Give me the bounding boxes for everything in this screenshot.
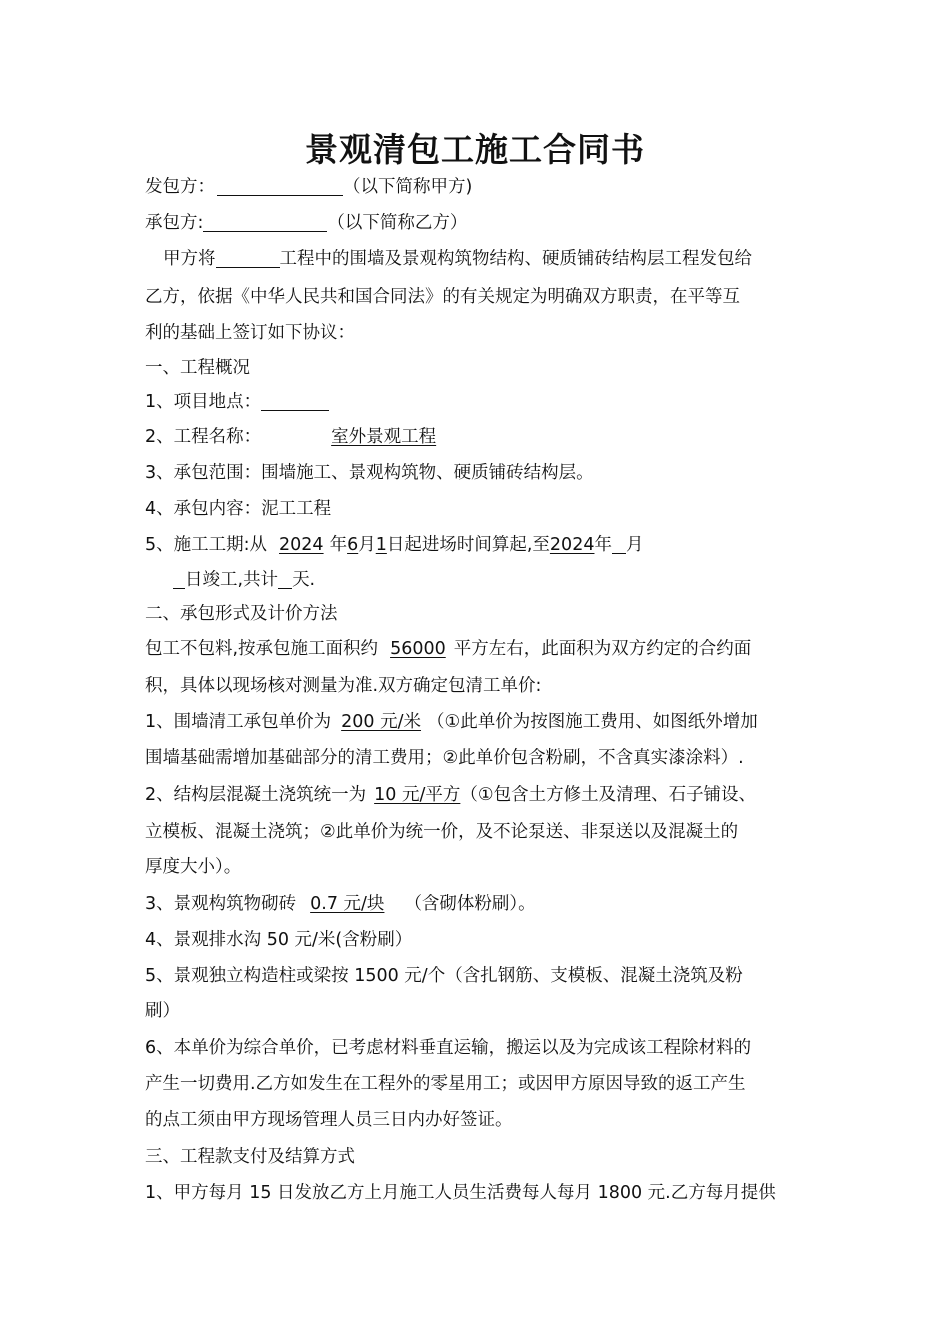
project-location-line: [145, 389, 329, 415]
end-year: 2024: [549, 535, 595, 555]
concrete-unit-price: 10 元/平方: [374, 785, 461, 805]
contract-scope-line: 3、承包范围：围墙施工、景观构筑物、硬质铺砖结构层。: [145, 463, 594, 483]
contractor-note: （以下简称乙方）: [327, 213, 468, 233]
column-price-line-1: 5、景观独立构造柱或梁按 1500 元/个（含扎钢筋、支模板、混凝土浇筑及粉: [145, 966, 743, 986]
brick-price-label: 3、景观构筑物砌砖: [145, 894, 297, 914]
wall-price-line-2: 围墙基础需增加基础部分的清工费用；②此单价包含粉刷，不含真实漆涂料）.: [145, 748, 744, 768]
concrete-price-line-1: [145, 782, 756, 808]
period-prefix: 5、施工工期:从: [145, 535, 268, 555]
section-1-heading: 一、工程概况: [145, 358, 250, 378]
pricing-text-a: 包工不包料,按承包施工面积约: [145, 639, 379, 659]
wall-price-note: （①此单价为按图施工费用、如图纸外增加: [427, 712, 758, 732]
project-name-label: 2、工程名称：: [145, 427, 262, 447]
contract-content-line: 4、承包内容：泥工工程: [145, 499, 332, 519]
contract-title: 景观清包工施工合同书: [305, 130, 645, 169]
project-name-value: 室外景观工程: [331, 427, 437, 447]
payment-line-1: 1、甲方每月 15 日发放乙方上月施工人员生活费每人每月 1800 元.乙方每月提供: [145, 1183, 776, 1203]
employer-blank: [217, 177, 343, 196]
project-location-label: 1、项目地点：: [145, 392, 262, 412]
concrete-price-note: （①包含土方修土及清理、石子铺设、: [460, 785, 757, 805]
brick-price-line: [145, 891, 536, 917]
wall-price-label: 1、围墙清工承包单价为: [145, 712, 332, 732]
concrete-price-label: 2、结构层混凝土浇筑统一为: [145, 785, 367, 805]
intro-text-a: 甲方将: [163, 249, 216, 269]
employer-note: （以下简称甲方): [343, 177, 473, 197]
end-year-char: 年: [594, 535, 612, 555]
start-year: 2024: [279, 535, 324, 555]
section-3-heading: 三、工程款支付及结算方式: [145, 1147, 355, 1167]
intro-line-1: [163, 246, 752, 272]
intro-text-b: 工程中的围墙及景观构筑物结构、硬质铺砖结构层工程发包给: [279, 249, 752, 269]
end-day-blank: [173, 570, 185, 589]
pricing-para-line-2: 积，具体以现场核对测量为准.双方确定包清工单价:: [145, 676, 542, 696]
employer-label: 发包方：: [145, 177, 215, 197]
wall-unit-price: 200 元/米: [341, 712, 422, 732]
concrete-price-line-3: 厚度大小）。: [145, 857, 242, 877]
days-char: 天.: [292, 570, 316, 590]
pricing-text-b: 平方左右，此面积为双方约定的合约面: [453, 639, 752, 659]
period-mid: 日起进场时间算起,至: [386, 535, 550, 555]
unit-price-note-line-3: 的点工须由甲方现场管理人员三日内办好签证。: [145, 1110, 513, 1130]
construction-period-line-2: [173, 567, 315, 593]
intro-line-3: 利的基础上签订如下协议：: [145, 323, 355, 343]
contractor-label: 承包方:: [145, 213, 204, 233]
contractor-line: [145, 210, 467, 236]
intro-line-2: 乙方，依据《中华人民共和国合同法》的有关规定为明确双方职责，在平等互: [145, 287, 740, 307]
concrete-price-line-2: 立模板、混凝土浇筑；②此单价为统一价，及不论泵送、非泵送以及混凝土的: [145, 822, 739, 842]
section-2-heading: 二、承包形式及计价方法: [145, 604, 338, 624]
drainage-price-line: 4、景观排水沟 50 元/米(含粉刷）: [145, 930, 413, 950]
unit-price-note-line-2: 产生一切费用.乙方如发生在工程外的零星用工；或因甲方原因导致的返工产生: [145, 1074, 746, 1094]
end-month-char: 月: [625, 535, 644, 555]
employer-line: [145, 174, 472, 200]
total-days-blank: [278, 570, 292, 589]
year-char: 年: [329, 535, 348, 555]
start-month: 6: [347, 535, 359, 555]
brick-price-note: （含砌体粉刷）。: [404, 894, 536, 914]
project-name-blank: [216, 249, 280, 268]
unit-price-note-line-1: 6、本单价为综合单价，已考虑材料垂直运输，搬运以及为完成该工程除材料的: [145, 1038, 752, 1058]
column-price-line-2: 刷）: [145, 1001, 180, 1021]
pricing-para-line-1: [145, 636, 751, 662]
wall-price-line-1: [145, 709, 758, 735]
contract-area: 56000: [390, 639, 446, 659]
end-day-suffix: 日竣工,共计: [185, 570, 279, 590]
project-location-blank: [261, 392, 329, 411]
month-char: 月: [358, 535, 376, 555]
brick-unit-price: 0.7 元/块: [310, 894, 385, 914]
end-month-blank: [612, 535, 626, 554]
construction-period-line: [145, 532, 643, 558]
contractor-blank: [203, 213, 327, 232]
start-day: 1: [375, 535, 387, 555]
project-name-line: [145, 424, 436, 450]
